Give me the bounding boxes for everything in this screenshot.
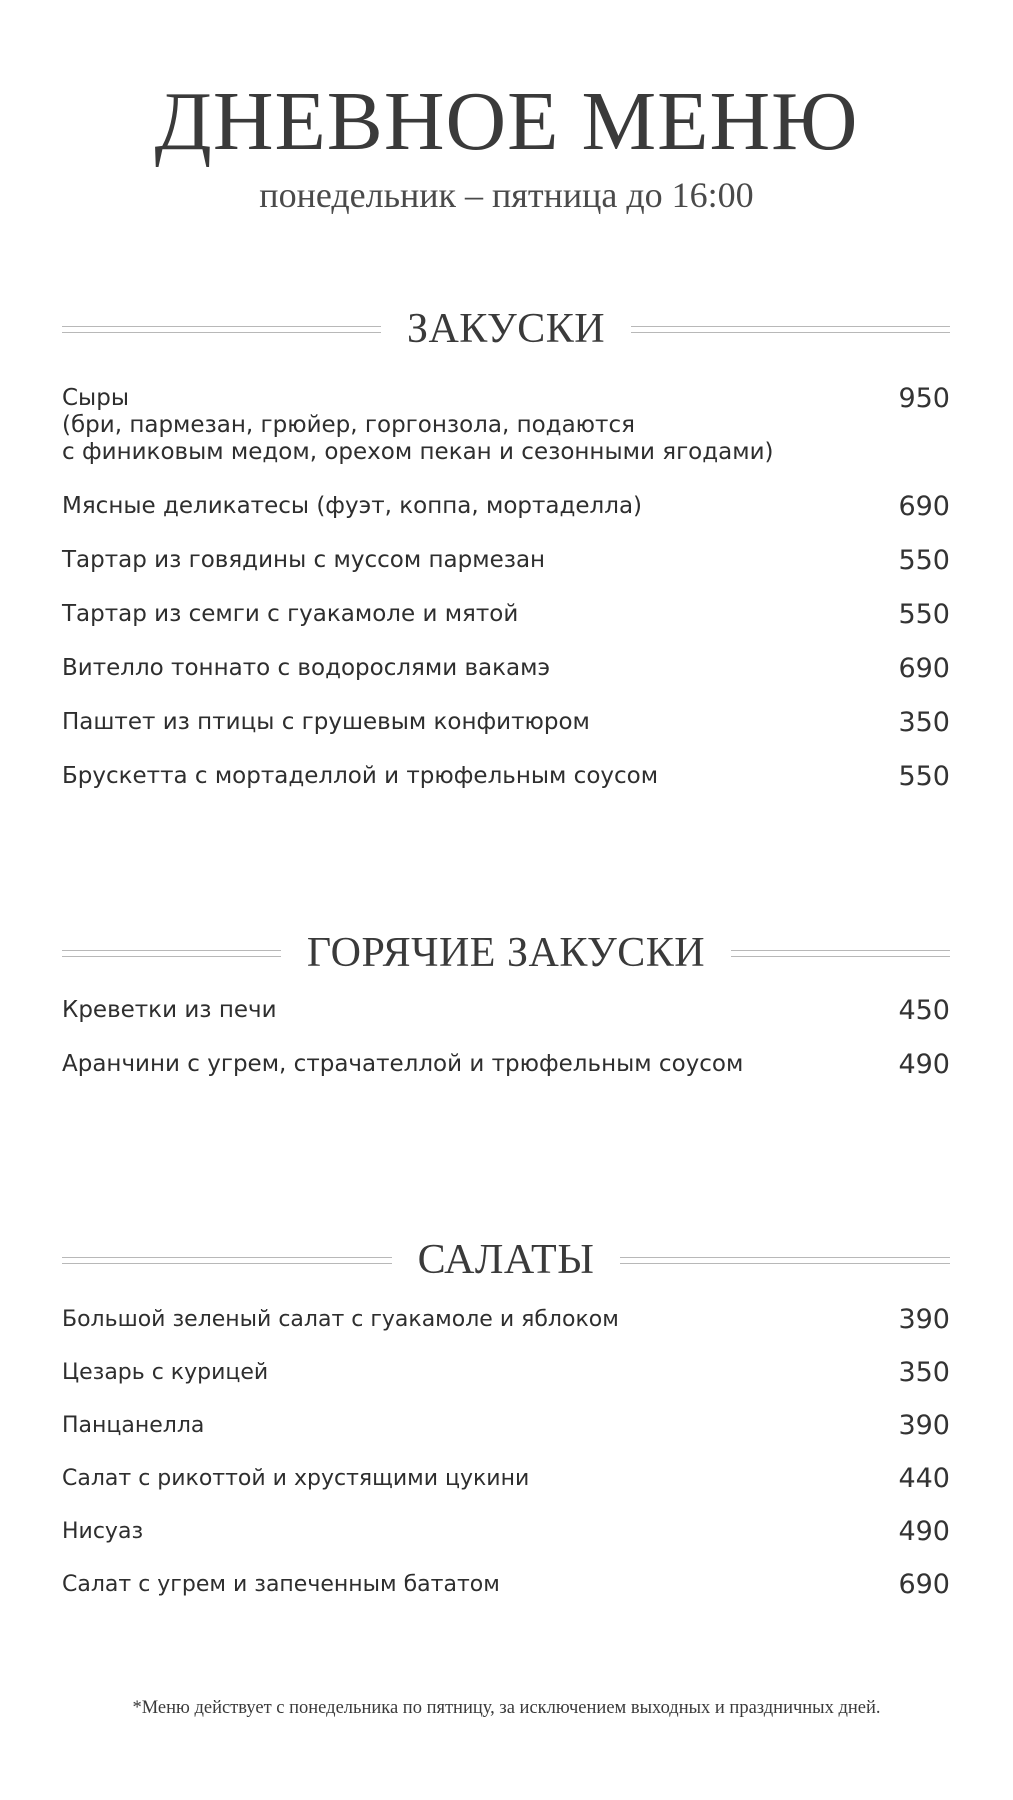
section-title: ГОРЯЧИЕ ЗАКУСКИ xyxy=(306,930,706,976)
item-name: Сыры xyxy=(62,385,129,411)
item-name: Салат с рикоттой и хрустящими цукини xyxy=(62,1466,530,1491)
item-price: 550 xyxy=(898,545,950,576)
menu-item xyxy=(62,1412,950,1439)
item-price: 690 xyxy=(898,653,950,684)
divider-line xyxy=(62,1257,392,1264)
item-price: 950 xyxy=(898,383,950,414)
item-name-block xyxy=(62,385,774,466)
item-price: 490 xyxy=(898,1516,950,1547)
divider-line xyxy=(631,326,950,333)
section-heading-appetizers xyxy=(62,308,950,350)
item-description: (бри, пармезан, грюйер, горгонзола, подаются xyxy=(62,412,635,438)
item-description: с финиковым медом, орехом пекан и сезонными ягодами) xyxy=(62,439,774,465)
menu-item xyxy=(62,1306,950,1333)
item-price: 690 xyxy=(898,1569,950,1600)
item-name: Брускетта с мортаделлой и трюфельным соусом xyxy=(62,763,659,789)
menu-item xyxy=(62,709,950,736)
menu-item xyxy=(62,385,950,466)
menu-item xyxy=(62,1571,950,1598)
item-price: 390 xyxy=(898,1410,950,1441)
menu-item xyxy=(62,1359,950,1386)
item-name: Мясные деликатесы (фуэт, коппа, мортаделла) xyxy=(62,493,643,519)
menu-item xyxy=(62,763,950,790)
menu-item xyxy=(62,493,950,520)
item-name: Большой зеленый салат с гуакамоле и яблоком xyxy=(62,1307,619,1332)
section-title: ЗАКУСКИ xyxy=(406,306,606,352)
menu-item xyxy=(62,601,950,628)
section-title: САЛАТЫ xyxy=(417,1237,595,1283)
item-price: 350 xyxy=(898,707,950,738)
item-name: Цезарь с курицей xyxy=(62,1360,269,1385)
footnote: *Меню действует с понедельника по пятницу, за исключением выходных и праздничных дней. xyxy=(132,1698,881,1718)
item-price: 350 xyxy=(898,1357,950,1388)
item-price: 440 xyxy=(898,1463,950,1494)
divider-line xyxy=(62,326,381,333)
menu-item xyxy=(62,655,950,682)
divider-line xyxy=(731,950,950,957)
item-name: Тартар из семги с гуакамоле и мятой xyxy=(62,601,519,627)
item-price: 490 xyxy=(898,1049,950,1080)
divider-line xyxy=(62,950,281,957)
menu-item xyxy=(62,1465,950,1492)
page-subtitle: понедельник – пятница до 16:00 xyxy=(259,175,754,215)
item-name: Салат с угрем и запеченным бататом xyxy=(62,1572,500,1597)
salads-list xyxy=(62,1306,950,1624)
divider-line xyxy=(620,1257,950,1264)
item-price: 550 xyxy=(898,761,950,792)
page-title: ДНЕВНОЕ МЕНЮ xyxy=(154,75,859,168)
section-heading-hot xyxy=(62,932,950,974)
menu-item xyxy=(62,997,950,1024)
item-price: 450 xyxy=(898,995,950,1026)
item-name: Вителло тоннато с водорослями вакамэ xyxy=(62,655,551,681)
menu-item xyxy=(62,1051,950,1078)
item-price: 390 xyxy=(898,1304,950,1335)
menu-item xyxy=(62,1518,950,1545)
menu-header xyxy=(0,75,1013,216)
item-price: 550 xyxy=(898,599,950,630)
appetizers-list xyxy=(62,385,950,817)
menu-item xyxy=(62,547,950,574)
item-name: Панцанелла xyxy=(62,1413,205,1438)
item-name: Тартар из говядины с муссом пармезан xyxy=(62,547,546,573)
item-name: Креветки из печи xyxy=(62,997,277,1023)
hot-appetizers-list xyxy=(62,997,950,1105)
item-name: Нисуаз xyxy=(62,1519,144,1544)
section-heading-salads xyxy=(62,1239,950,1281)
item-name: Паштет из птицы с грушевым конфитюром xyxy=(62,709,590,735)
item-price: 690 xyxy=(898,491,950,522)
item-name: Аранчини с угрем, страчателлой и трюфельным соусом xyxy=(62,1051,744,1077)
